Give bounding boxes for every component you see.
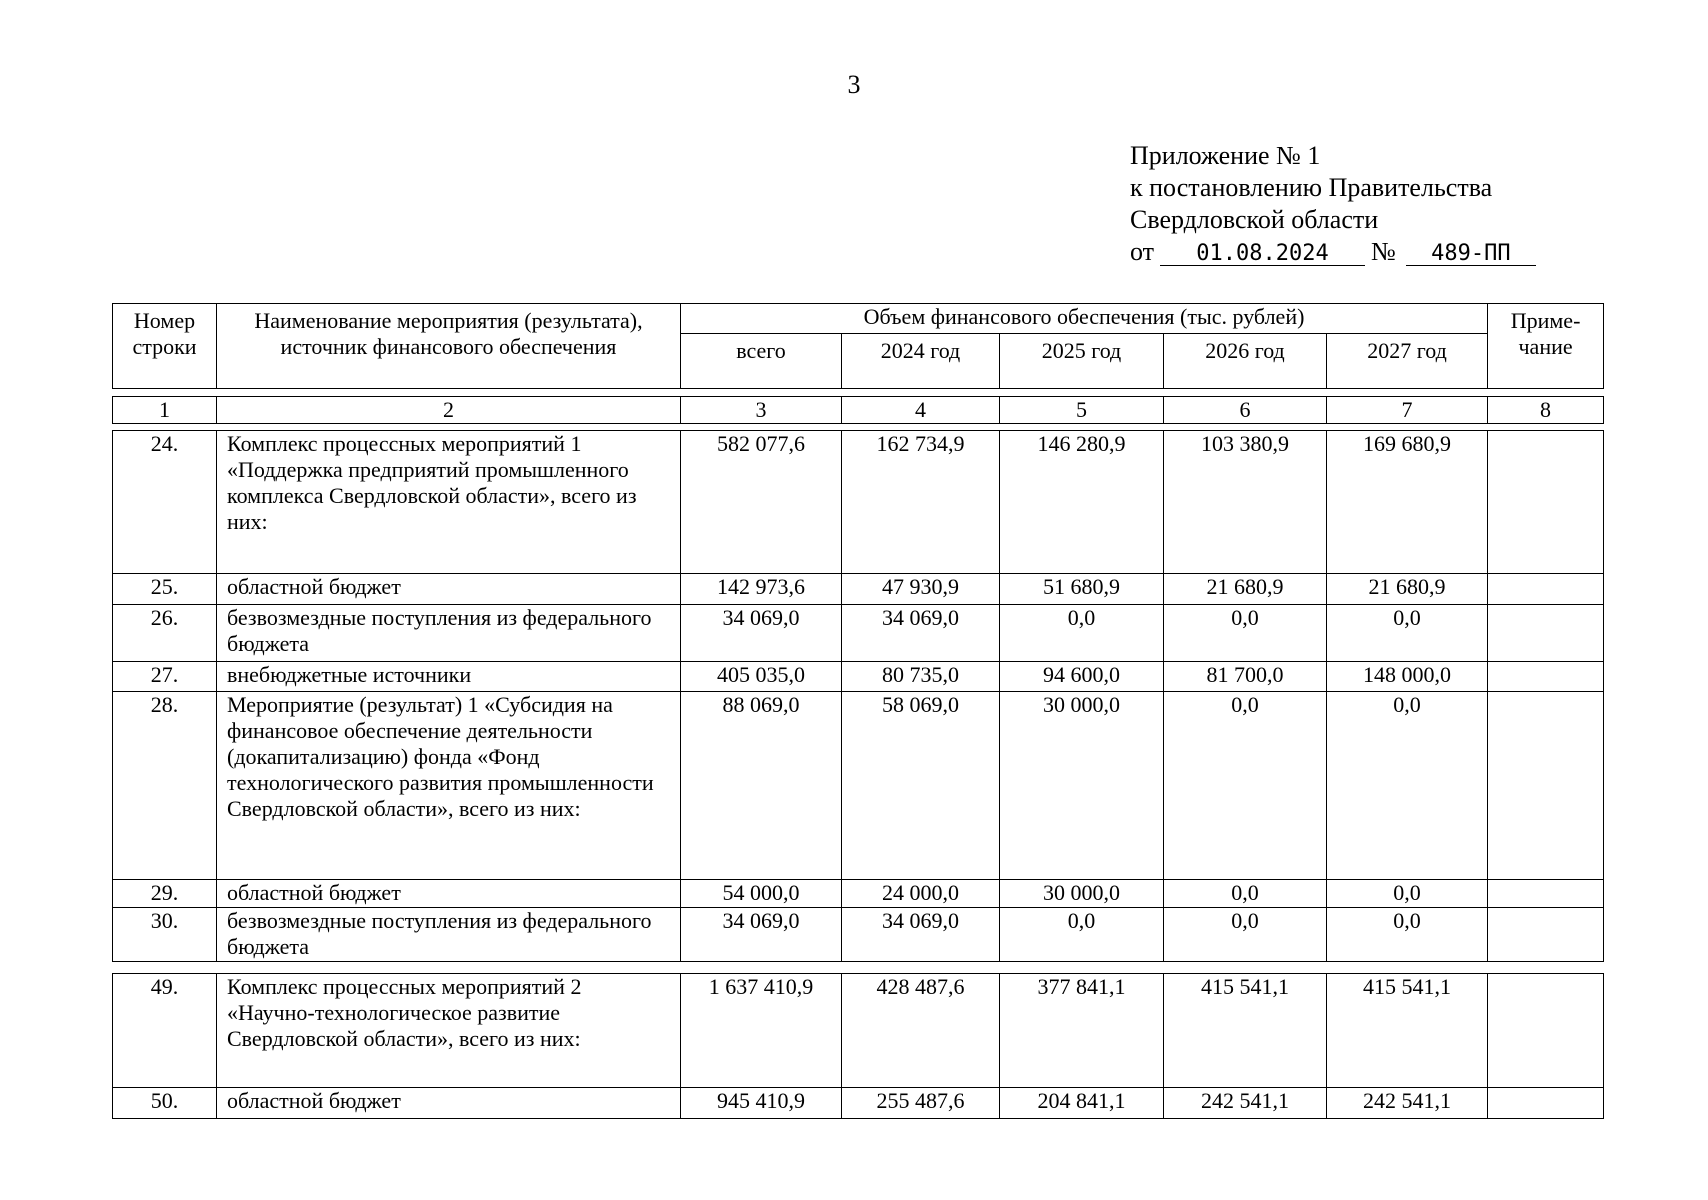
row-number: 49. [113, 974, 217, 1088]
value-2024: 24 000,0 [842, 880, 1000, 908]
table-row [113, 574, 1604, 605]
value-2027: 21 680,9 [1327, 574, 1488, 605]
value-2024: 58 069,0 [842, 692, 1000, 880]
row-name: безвозмездные поступления из федерального бюджета [217, 908, 681, 962]
header-2027: 2027 год [1327, 333, 1488, 388]
row-note [1488, 574, 1604, 605]
row-note [1488, 605, 1604, 662]
appendix-resolution: к постановлению Правительства [1130, 173, 1493, 202]
row-number: 30. [113, 908, 217, 962]
column-number: 6 [1164, 397, 1327, 424]
value-total: 582 077,6 [681, 431, 842, 574]
value-2027: 148 000,0 [1327, 662, 1488, 692]
value-2026: 0,0 [1164, 605, 1327, 662]
value-2025: 30 000,0 [1000, 880, 1164, 908]
appendix-region: Свердловской области [1130, 205, 1379, 234]
row-name: Мероприятие (результат) 1 «Субсидия на финансовое обеспечение деятельности (докапитализацию) фонда «Фонд технологического развития промышленности Свердловской области», всего из них: [217, 692, 681, 880]
header-name: Наименование мероприятия (результата), источник финансового обеспечения [217, 304, 681, 389]
value-2025: 30 000,0 [1000, 692, 1164, 880]
table-row [113, 605, 1604, 662]
value-2026: 0,0 [1164, 692, 1327, 880]
value-2026: 103 380,9 [1164, 431, 1327, 574]
row-name: областной бюджет [217, 880, 681, 908]
value-2024: 80 735,0 [842, 662, 1000, 692]
table-row [113, 974, 1604, 1088]
value-2025: 94 600,0 [1000, 662, 1164, 692]
table-row [113, 1088, 1604, 1119]
column-number: 8 [1488, 397, 1604, 424]
column-numbers-row [112, 396, 1604, 424]
table-body-block-2 [112, 973, 1604, 1119]
value-total: 142 973,6 [681, 574, 842, 605]
header-row-no: Номер строки [113, 304, 217, 389]
row-number: 26. [113, 605, 217, 662]
column-number: 3 [681, 397, 842, 424]
row-number: 27. [113, 662, 217, 692]
value-2026: 21 680,9 [1164, 574, 1327, 605]
table-row [113, 880, 1604, 908]
header-funding-group: Объем финансового обеспечения (тыс. рублей) [681, 304, 1488, 334]
row-name: областной бюджет [217, 574, 681, 605]
value-2027: 415 541,1 [1327, 974, 1488, 1088]
value-total: 34 069,0 [681, 605, 842, 662]
value-total: 1 637 410,9 [681, 974, 842, 1088]
value-2024: 428 487,6 [842, 974, 1000, 1088]
row-number: 25. [113, 574, 217, 605]
value-2025: 146 280,9 [1000, 431, 1164, 574]
row-number: 29. [113, 880, 217, 908]
row-note [1488, 692, 1604, 880]
value-2027: 169 680,9 [1327, 431, 1488, 574]
value-2024: 34 069,0 [842, 605, 1000, 662]
row-note [1488, 974, 1604, 1088]
column-number: 1 [113, 397, 217, 424]
header-total: всего [681, 333, 842, 388]
row-note [1488, 908, 1604, 962]
table-row [113, 431, 1604, 574]
row-name: Комплекс процессных мероприятий 1 «Поддержка предприятий промышленного комплекса Свердловской области», всего из них: [217, 431, 681, 574]
value-2027: 242 541,1 [1327, 1088, 1488, 1119]
from-label: от [1130, 237, 1155, 266]
table-body-block-1 [112, 430, 1604, 962]
value-2024: 34 069,0 [842, 908, 1000, 962]
row-name: внебюджетные источники [217, 662, 681, 692]
appendix-block [1130, 140, 1536, 268]
column-number: 2 [217, 397, 681, 424]
value-2026: 81 700,0 [1164, 662, 1327, 692]
row-name: Комплекс процессных мероприятий 2 «Научно-технологическое развитие Свердловской области», всего из них: [217, 974, 681, 1088]
appendix-title: Приложение № 1 [1130, 141, 1321, 170]
value-2026: 0,0 [1164, 880, 1327, 908]
table-header [112, 303, 1604, 389]
value-2026: 415 541,1 [1164, 974, 1327, 1088]
row-number: 24. [113, 431, 217, 574]
page-number: 3 [847, 70, 861, 99]
value-2025: 204 841,1 [1000, 1088, 1164, 1119]
row-note [1488, 431, 1604, 574]
value-2026: 0,0 [1164, 908, 1327, 962]
row-note [1488, 662, 1604, 692]
value-total: 34 069,0 [681, 908, 842, 962]
header-2024: 2024 год [842, 333, 1000, 388]
value-2025: 0,0 [1000, 908, 1164, 962]
value-2025: 0,0 [1000, 605, 1164, 662]
value-total: 945 410,9 [681, 1088, 842, 1119]
header-note: Приме-чание [1488, 304, 1604, 389]
column-number: 5 [1000, 397, 1164, 424]
header-2026: 2026 год [1164, 333, 1327, 388]
number-label: № [1371, 237, 1396, 266]
appendix-date-line [1130, 236, 1536, 268]
header-2025: 2025 год [1000, 333, 1164, 388]
row-name: безвозмездные поступления из федерального бюджета [217, 605, 681, 662]
table-row [113, 662, 1604, 692]
table-row [113, 908, 1604, 962]
value-total: 88 069,0 [681, 692, 842, 880]
resolution-date: 01.08.2024 [1160, 243, 1365, 266]
column-number: 7 [1327, 397, 1488, 424]
value-2027: 0,0 [1327, 880, 1488, 908]
value-total: 54 000,0 [681, 880, 842, 908]
row-name: областной бюджет [217, 1088, 681, 1119]
value-2024: 162 734,9 [842, 431, 1000, 574]
value-2027: 0,0 [1327, 692, 1488, 880]
value-2025: 377 841,1 [1000, 974, 1164, 1088]
value-2025: 51 680,9 [1000, 574, 1164, 605]
value-2026: 242 541,1 [1164, 1088, 1327, 1119]
row-note [1488, 1088, 1604, 1119]
resolution-number: 489-ПП [1406, 243, 1536, 266]
column-number: 4 [842, 397, 1000, 424]
value-2024: 47 930,9 [842, 574, 1000, 605]
value-2027: 0,0 [1327, 908, 1488, 962]
value-total: 405 035,0 [681, 662, 842, 692]
row-number: 50. [113, 1088, 217, 1119]
table-row [113, 692, 1604, 880]
row-note [1488, 880, 1604, 908]
row-number: 28. [113, 692, 217, 880]
value-2024: 255 487,6 [842, 1088, 1000, 1119]
value-2027: 0,0 [1327, 605, 1488, 662]
